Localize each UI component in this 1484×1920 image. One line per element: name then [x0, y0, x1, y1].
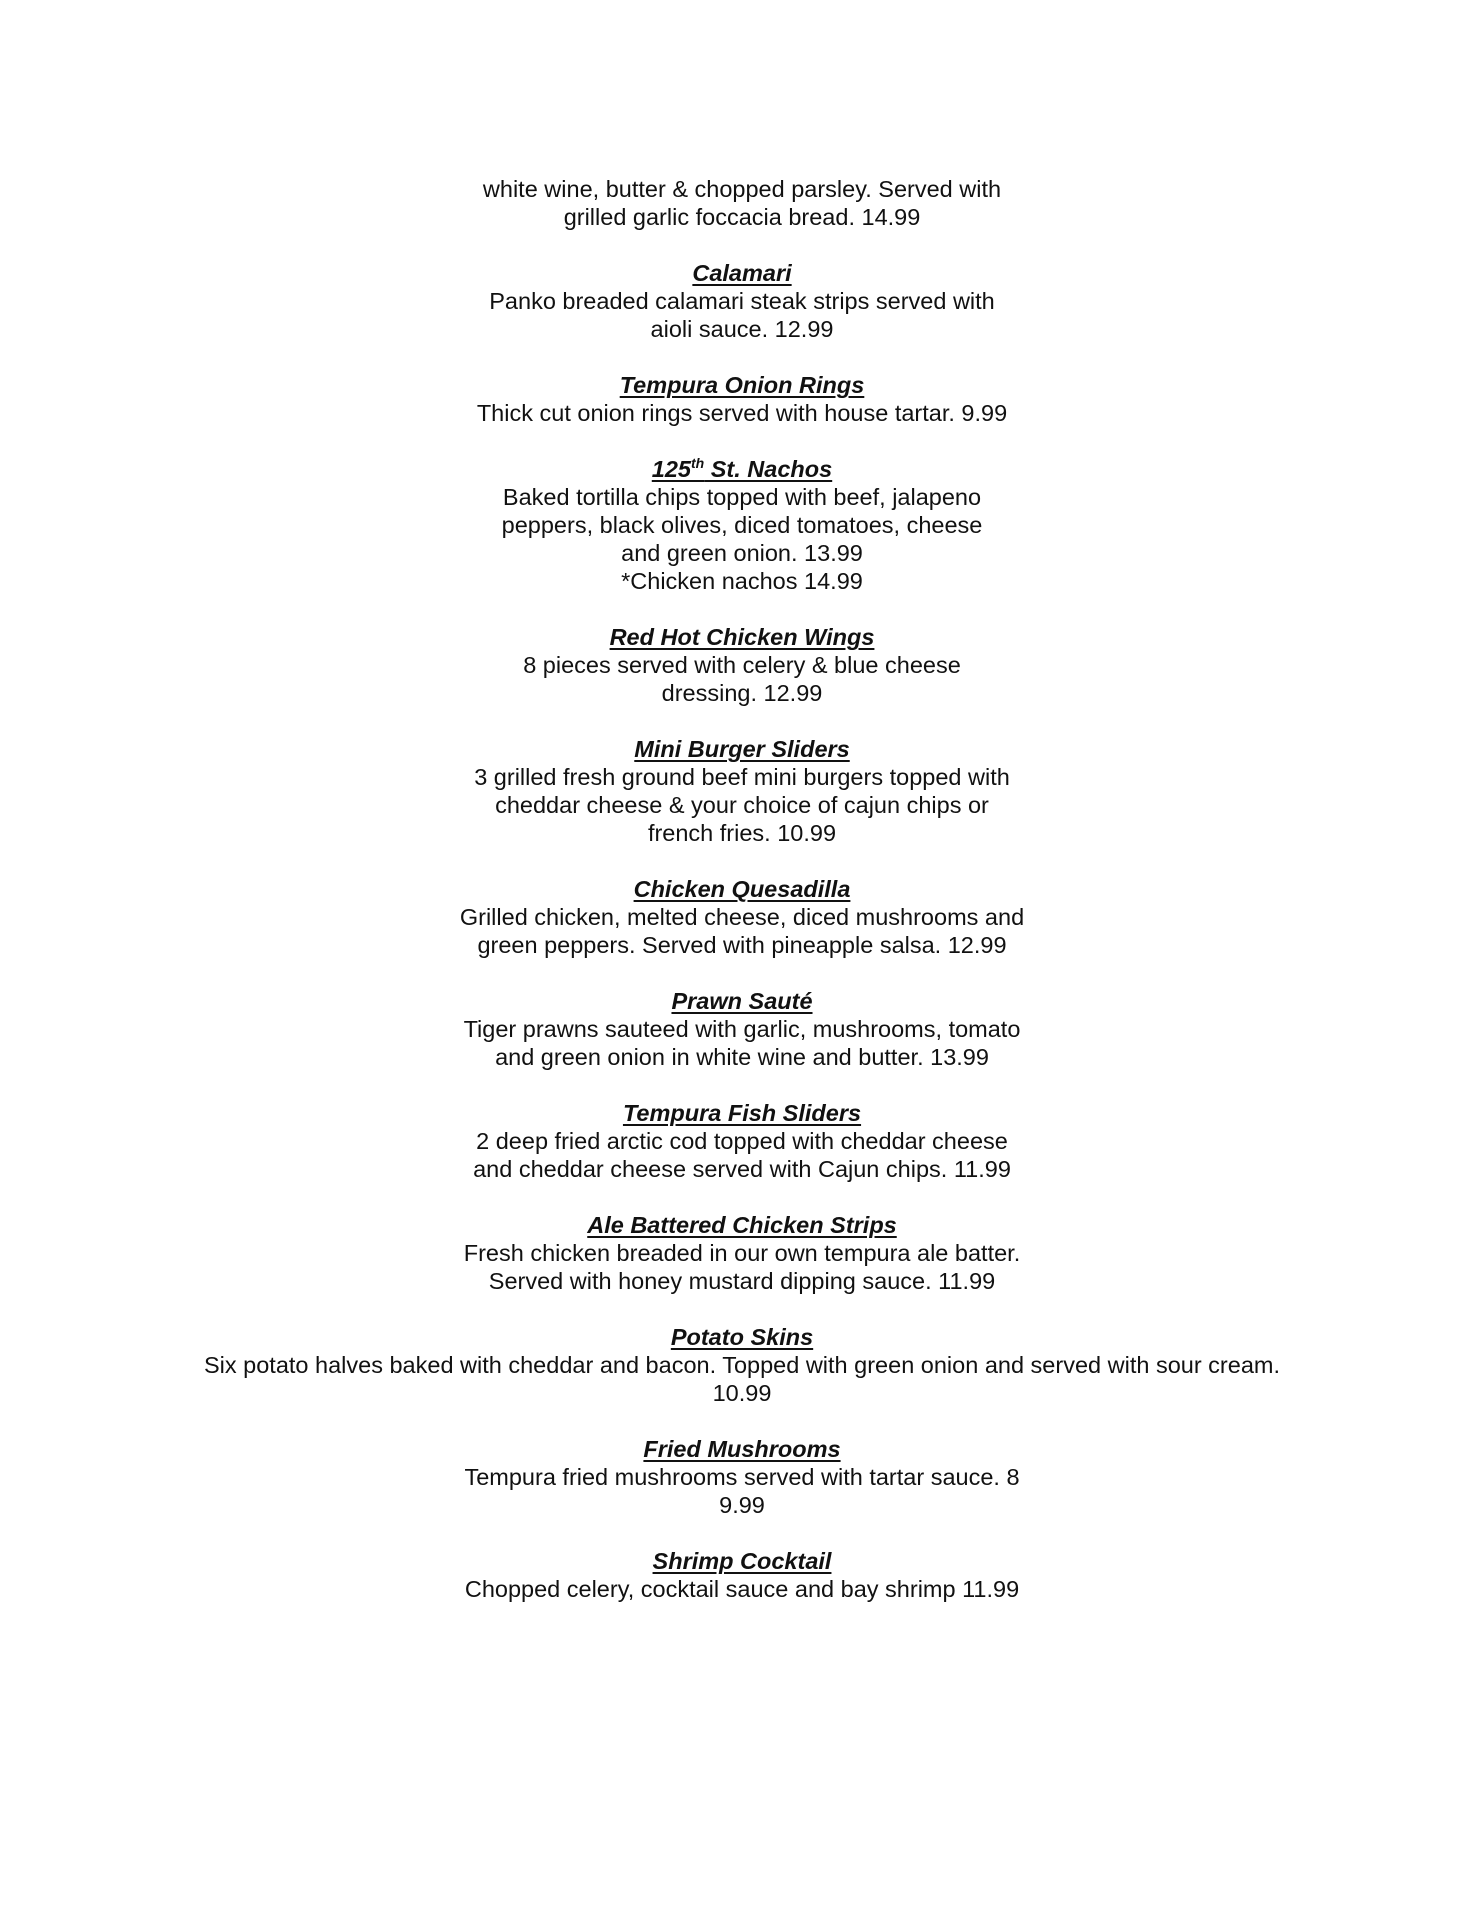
description-line: 3 grilled fresh ground beef mini burgers topped with: [474, 764, 1010, 790]
item-title-prefix: 125: [651, 456, 691, 482]
description-line: Thick cut onion rings served with house tartar. 9.99: [476, 400, 1008, 426]
item-title: [652, 455, 832, 483]
description-line: Six potato halves baked with cheddar and bacon. Topped with green onion and served with sour cream.: [203, 1352, 1281, 1378]
description-line: cheddar cheese & your choice of cajun chips or: [495, 792, 989, 818]
item-title: Mini Burger Sliders: [634, 736, 850, 762]
menu-item-tempura-onion-rings: [0, 371, 1484, 427]
menu-item-tempura-fish-sliders: [0, 1099, 1484, 1183]
description-line: green peppers. Served with pineapple salsa. 12.99: [477, 932, 1007, 958]
description-line: french fries. 10.99: [647, 820, 837, 846]
description-line: dressing. 12.99: [661, 680, 823, 706]
description-line: 8 pieces served with celery & blue cheese: [523, 652, 961, 678]
menu-item-red-hot-chicken-wings: [0, 623, 1484, 707]
description-line: Panko breaded calamari steak strips served with: [489, 288, 995, 314]
item-title: Potato Skins: [670, 1324, 814, 1350]
description-line: aioli sauce. 12.99: [650, 316, 834, 342]
menu-item-shrimp-cocktail: [0, 1547, 1484, 1603]
menu-item-125th-st-nachos: [0, 455, 1484, 595]
description-line: Tempura fried mushrooms served with tartar sauce. 8: [464, 1464, 1020, 1490]
item-title: Fried Mushrooms: [643, 1436, 841, 1462]
description-line: *Chicken nachos 14.99: [621, 568, 863, 594]
description-line: and cheddar cheese served with Cajun chips. 11.99: [473, 1156, 1011, 1182]
description-line: and green onion in white wine and butter. 13.99: [495, 1044, 989, 1070]
description-line: Served with honey mustard dipping sauce. 11.99: [488, 1268, 996, 1294]
menu-item-mini-burger-sliders: [0, 735, 1484, 847]
menu-item-prawn-saute: [0, 987, 1484, 1071]
description-line: Fresh chicken breaded in our own tempura ale batter.: [463, 1240, 1021, 1266]
menu-item-calamari: [0, 259, 1484, 343]
menu-item-fried-mushrooms: [0, 1435, 1484, 1519]
item-title: Prawn Sauté: [671, 988, 813, 1014]
description-line: Baked tortilla chips topped with beef, jalapeno: [502, 484, 982, 510]
description-line: white wine, butter & chopped parsley. Served with: [482, 176, 1002, 202]
item-title: Calamari: [692, 260, 792, 286]
description-line: Grilled chicken, melted cheese, diced mushrooms and: [459, 904, 1025, 930]
appetizer-menu: [0, 175, 1484, 1631]
item-title: Red Hot Chicken Wings: [609, 624, 875, 650]
item-title: Ale Battered Chicken Strips: [587, 1212, 897, 1238]
item-title: Tempura Fish Sliders: [622, 1100, 862, 1126]
menu-item-ale-battered-chicken-strips: [0, 1211, 1484, 1295]
description-line: Tiger prawns sauteed with garlic, mushrooms, tomato: [463, 1016, 1021, 1042]
description-line: and green onion. 13.99: [621, 540, 863, 566]
item-title: Tempura Onion Rings: [619, 372, 865, 398]
description-line: Chopped celery, cocktail sauce and bay shrimp 11.99: [464, 1576, 1020, 1602]
description-line: 10.99: [712, 1380, 772, 1406]
item-title-superscript: th: [691, 455, 705, 471]
description-line: grilled garlic foccacia bread. 14.99: [563, 204, 921, 230]
item-title: Shrimp Cocktail: [652, 1548, 832, 1574]
description-line: 9.99: [719, 1492, 765, 1518]
description-line: 2 deep fried arctic cod topped with cheddar cheese: [476, 1128, 1008, 1154]
item-title: Chicken Quesadilla: [633, 876, 851, 902]
item-title-suffix: St. Nachos: [704, 456, 833, 482]
menu-item-intro-continuation: [0, 175, 1484, 231]
description-line: peppers, black olives, diced tomatoes, cheese: [501, 512, 983, 538]
menu-item-potato-skins: [0, 1323, 1484, 1407]
menu-item-chicken-quesadilla: [0, 875, 1484, 959]
